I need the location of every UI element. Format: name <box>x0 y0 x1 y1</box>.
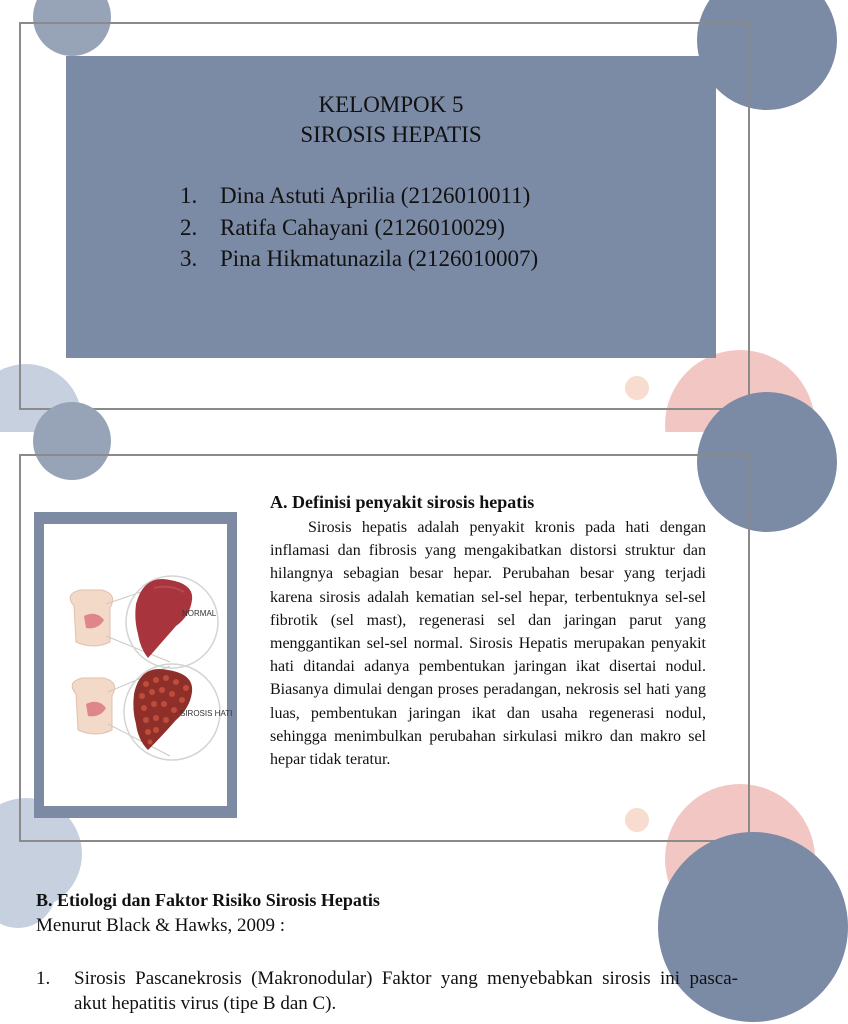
etiology-section <box>0 866 768 1024</box>
title-slide <box>0 0 768 432</box>
etiology-heading: B. Etiologi dan Faktor Risiko Sirosis Hepatis <box>36 890 380 910</box>
member-item: 3. Pina Hikmatunazila (2126010007) <box>180 246 539 271</box>
topic-title: SIROSIS HEPATIS <box>300 122 482 147</box>
definition-paragraph: Sirosis hepatis adalah penyakit kronis pada hati dengan inflamasi dan fibrosis yang mengakibatkan distorsi struktur dan hilangnya sebagian besar hepar. Perubahan besar yang terjadi karena sirosis adalah kematian sel-sel hepar, terbentuknya sel-sel fibrotik (sel mast), regenerasi sel dan jaringan parut yang menggantikan sel-sel normal. Sirosis Hepatis merupakan penyakit hati ditandai adanya pembentukan jaringan ikat disertai nodul. Biasanya dimulai dengan proses peradangan, nekrosis sel hati yang luas, pembentukan jaringan ikat dan usaha regenerasi nodul, sehingga menimbulkan perubahan sirkulasi mikro dan makro sel hepar tidak teratur. <box>270 519 706 769</box>
normal-label: NORMAL <box>182 609 217 618</box>
etiology-item: 1. Sirosis Pascanekrosis (Makronodular) Faktor yang menyebabkan sirosis ini pasca- akut hepatitis virus (tipe B dan C). <box>36 968 738 1014</box>
liver-image-frame <box>34 512 237 818</box>
definition-slide <box>0 432 768 866</box>
cirrhosis-label: SIROSIS HATI <box>180 709 233 718</box>
definition-heading: A. Definisi penyakit sirosis hepatis <box>270 492 535 512</box>
member-item: 2. Ratifa Cahayani (2126010029) <box>180 215 505 240</box>
member-item: 1. Dina Astuti Aprilia (2126010011) <box>180 183 531 208</box>
group-title: KELOMPOK 5 <box>318 92 464 117</box>
etiology-source: Menurut Black & Hawks, 2009 : <box>36 915 286 936</box>
liver-illustration <box>44 524 233 806</box>
title-panel <box>66 56 716 358</box>
